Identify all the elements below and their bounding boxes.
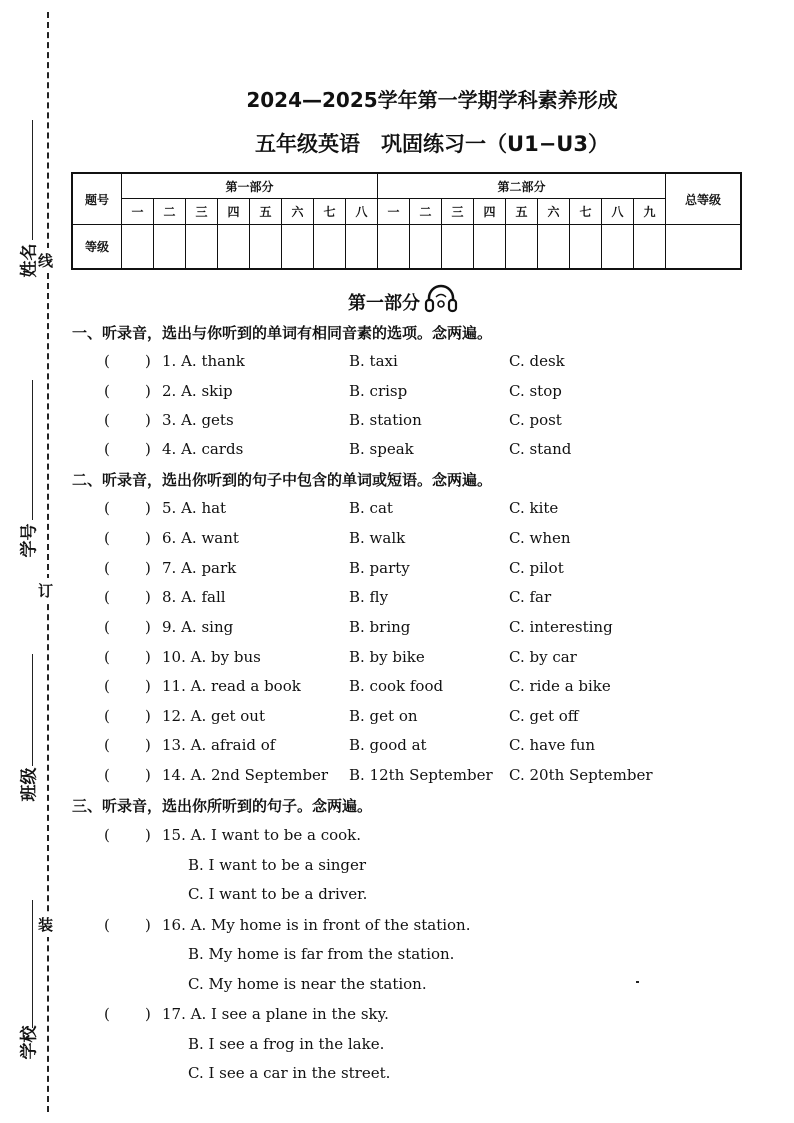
option-b: B. good at — [349, 736, 427, 754]
question-row — [0, 707, 794, 731]
cut-mark-ding: 订 — [38, 578, 53, 603]
part2-num: 二 — [410, 199, 442, 225]
option-c: C. ride a bike — [509, 677, 611, 695]
option-a: 16. A. My home is in front of the station. — [162, 916, 471, 934]
name-label: 姓名 — [19, 243, 40, 278]
option-a: 2. A. skip — [162, 382, 233, 400]
option-a: 12. A. get out — [162, 707, 265, 725]
option-c: C. stop — [509, 382, 562, 400]
question-row — [0, 559, 794, 583]
option-b: B. I want to be a singer — [188, 856, 367, 874]
question-row — [0, 766, 794, 790]
part2-num: 四 — [474, 199, 506, 225]
question-row — [0, 499, 794, 523]
option-c: C. stand — [509, 440, 572, 458]
option-c: C. kite — [509, 499, 559, 517]
answer-bracket-close: ) — [145, 648, 151, 666]
answer-bracket-close: ) — [145, 916, 151, 934]
answer-bracket-open[interactable]: ( — [104, 1005, 110, 1023]
option-a: 14. A. 2nd September — [162, 766, 329, 784]
student-id-label: 学号 — [19, 523, 40, 558]
grade-cell[interactable] — [122, 225, 154, 270]
part1-num: 五 — [250, 199, 282, 225]
answer-bracket-close: ) — [145, 499, 151, 517]
grade-cell[interactable] — [282, 225, 314, 270]
question-row-cont — [0, 975, 794, 999]
question-row — [0, 588, 794, 612]
grade-label: 等级 — [72, 225, 122, 270]
question-row — [0, 1005, 794, 1029]
option-a: 1. A. thank — [162, 352, 245, 370]
option-c: C. get off — [509, 707, 579, 725]
question-row — [0, 529, 794, 553]
grade-cell[interactable] — [474, 225, 506, 270]
grade-cell[interactable] — [218, 225, 250, 270]
part2-num: 七 — [570, 199, 602, 225]
part1-num: 七 — [314, 199, 346, 225]
answer-bracket-close: ) — [145, 382, 151, 400]
option-b: B. fly — [349, 588, 389, 606]
grade-cell[interactable] — [442, 225, 474, 270]
option-b: B. cat — [349, 499, 393, 517]
option-b: B. 12th September — [349, 766, 493, 784]
answer-bracket-close: ) — [145, 826, 151, 844]
grade-cell[interactable] — [410, 225, 442, 270]
part1-num: 四 — [218, 199, 250, 225]
option-b: B. by bike — [349, 648, 425, 666]
option-b: B. bring — [349, 618, 411, 636]
answer-bracket-close: ) — [145, 677, 151, 695]
grade-cell[interactable] — [570, 225, 602, 270]
part2-header: 第二部分 — [378, 173, 666, 199]
grade-cell[interactable] — [506, 225, 538, 270]
option-c: C. I see a car in the street. — [188, 1064, 391, 1082]
grade-cell[interactable] — [250, 225, 282, 270]
part1-num: 六 — [282, 199, 314, 225]
question-row — [0, 736, 794, 760]
grade-cell[interactable] — [186, 225, 218, 270]
exam-title-line1: 2024—2025学年第一学期学科素养形成 — [246, 88, 618, 112]
question-row — [0, 382, 794, 406]
stray-mark — [636, 981, 639, 983]
answer-bracket-open[interactable]: ( — [104, 677, 110, 695]
option-c: C. by car — [509, 648, 577, 666]
part1-num: 一 — [122, 199, 154, 225]
option-b: B. taxi — [349, 352, 398, 370]
cut-mark-zhuang: 装 — [38, 912, 53, 937]
grade-cell[interactable] — [602, 225, 634, 270]
option-a: 11. A. read a book — [162, 677, 301, 695]
option-a: 6. A. want — [162, 529, 239, 547]
option-a: 10. A. by bus — [162, 648, 261, 666]
answer-bracket-open[interactable]: ( — [104, 411, 110, 429]
option-a: 15. A. I want to be a cook. — [162, 826, 362, 844]
option-a: 5. A. hat — [162, 499, 227, 517]
question-row — [0, 677, 794, 701]
question-row — [0, 352, 794, 376]
question-row-cont — [0, 1035, 794, 1059]
total-grade-header: 总等级 — [666, 173, 742, 225]
part2-num: 三 — [442, 199, 474, 225]
section-heading — [348, 283, 458, 320]
option-b: B. crisp — [349, 382, 408, 400]
answer-bracket-open[interactable]: ( — [104, 618, 110, 636]
answer-bracket-close: ) — [145, 440, 151, 458]
answer-bracket-close: ) — [145, 736, 151, 754]
option-c: C. My home is near the station. — [188, 975, 427, 993]
option-c: C. interesting — [509, 618, 613, 636]
answer-bracket-open[interactable]: ( — [104, 529, 110, 547]
option-c: C. 20th September — [509, 766, 653, 784]
answer-bracket-close: ) — [145, 618, 151, 636]
cut-mark-xian: 线 — [38, 248, 53, 273]
grade-cell[interactable] — [634, 225, 666, 270]
question-row — [0, 916, 794, 940]
name-field[interactable] — [6, 120, 40, 280]
answer-bracket-open[interactable]: ( — [104, 826, 110, 844]
answer-bracket-close: ) — [145, 352, 151, 370]
answer-bracket-close: ) — [145, 707, 151, 725]
part1-num: 八 — [346, 199, 378, 225]
answer-bracket-open[interactable]: ( — [104, 382, 110, 400]
part2-num: 五 — [506, 199, 538, 225]
answer-bracket-close: ) — [145, 411, 151, 429]
option-b: B. cook food — [349, 677, 444, 695]
answer-bracket-close: ) — [145, 588, 151, 606]
part1-header: 第一部分 — [122, 173, 378, 199]
grade-cell[interactable] — [538, 225, 570, 270]
option-c: C. I want to be a driver. — [188, 885, 368, 903]
answer-bracket-open[interactable]: ( — [104, 559, 110, 577]
part2-num: 六 — [538, 199, 570, 225]
answer-bracket-open[interactable]: ( — [104, 588, 110, 606]
section-title: 第一部分 — [348, 292, 420, 314]
answer-bracket-open[interactable]: ( — [104, 736, 110, 754]
answer-bracket-open[interactable]: ( — [104, 440, 110, 458]
question-row-cont — [0, 856, 794, 880]
option-c: C. post — [509, 411, 562, 429]
q2-instruction: 二、听录音，选出你听到的句子中包含的单词或短语。念两遍。 — [72, 471, 493, 489]
option-a: 9. A. sing — [162, 618, 234, 636]
answer-bracket-open[interactable]: ( — [104, 766, 110, 784]
school-label: 学校 — [19, 1025, 40, 1060]
items-label: 题号 — [72, 173, 122, 225]
question-row — [0, 618, 794, 642]
answer-bracket-open[interactable]: ( — [104, 499, 110, 517]
grade-cell[interactable] — [314, 225, 346, 270]
total-grade-cell[interactable] — [666, 225, 742, 270]
option-a: 4. A. cards — [162, 440, 244, 458]
option-c: C. far — [509, 588, 552, 606]
answer-bracket-open[interactable]: ( — [104, 707, 110, 725]
part2-num: 九 — [634, 199, 666, 225]
answer-bracket-close: ) — [145, 529, 151, 547]
option-c: C. pilot — [509, 559, 564, 577]
option-b: B. get on — [349, 707, 418, 725]
question-row — [0, 411, 794, 435]
option-c: C. desk — [509, 352, 565, 370]
option-b: B. walk — [349, 529, 406, 547]
question-row — [0, 826, 794, 850]
option-a: 13. A. afraid of — [162, 736, 276, 754]
option-b: B. party — [349, 559, 410, 577]
grade-cell[interactable] — [154, 225, 186, 270]
part1-num: 二 — [154, 199, 186, 225]
option-a: 3. A. gets — [162, 411, 234, 429]
question-row-cont — [0, 1064, 794, 1088]
class-label: 班级 — [19, 767, 40, 802]
grade-cell[interactable] — [378, 225, 410, 270]
exam-title-line2: 五年级英语 巩固练习一（U1−U3） — [255, 132, 609, 156]
question-row-cont — [0, 885, 794, 909]
part1-num: 三 — [186, 199, 218, 225]
q1-instruction: 一、听录音，选出与你听到的单词有相同音素的选项。念两遍。 — [72, 324, 493, 342]
name-line — [32, 120, 33, 240]
question-row-cont — [0, 945, 794, 969]
option-a: 7. A. park — [162, 559, 237, 577]
grade-cell[interactable] — [346, 225, 378, 270]
question-row — [0, 648, 794, 672]
option-a: 17. A. I see a plane in the sky. — [162, 1005, 389, 1023]
answer-bracket-close: ) — [145, 1005, 151, 1023]
part2-num: 八 — [602, 199, 634, 225]
answer-bracket-open[interactable]: ( — [104, 648, 110, 666]
headphones-icon — [424, 283, 458, 320]
part2-num: 一 — [378, 199, 410, 225]
option-c: C. when — [509, 529, 571, 547]
answer-bracket-open[interactable]: ( — [104, 916, 110, 934]
option-b: B. station — [349, 411, 422, 429]
answer-bracket-close: ) — [145, 766, 151, 784]
score-table — [71, 172, 742, 270]
option-a: 8. A. fall — [162, 588, 226, 606]
answer-bracket-close: ) — [145, 559, 151, 577]
option-b: B. My home is far from the station. — [188, 945, 455, 963]
question-row — [0, 440, 794, 464]
option-c: C. have fun — [509, 736, 596, 754]
option-b: B. speak — [349, 440, 414, 458]
answer-bracket-open[interactable]: ( — [104, 352, 110, 370]
option-b: B. I see a frog in the lake. — [188, 1035, 385, 1053]
q3-instruction: 三、听录音，选出你所听到的句子。念两遍。 — [72, 797, 373, 815]
